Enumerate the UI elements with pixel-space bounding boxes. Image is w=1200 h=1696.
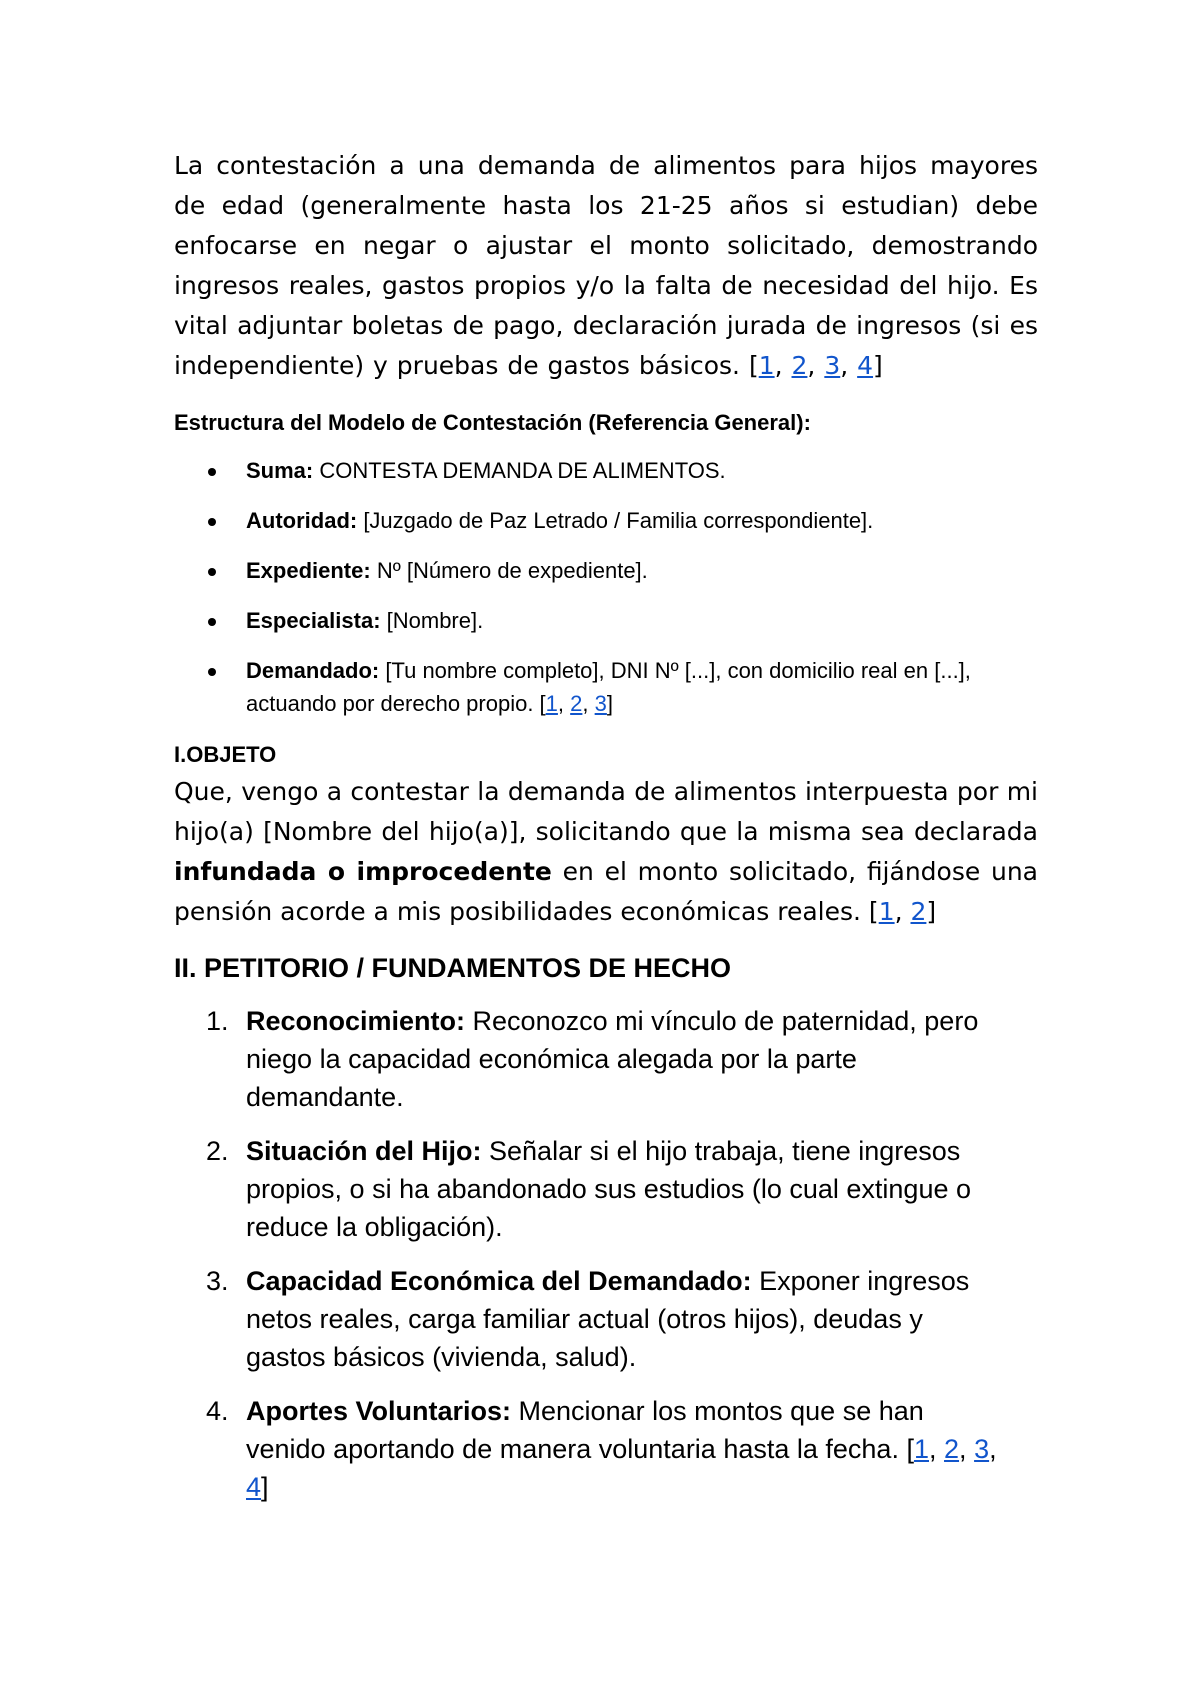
list-item xyxy=(174,504,1038,537)
objeto-heading: I.OBJETO xyxy=(174,742,277,767)
item-label: Reconocimiento: xyxy=(246,1006,466,1036)
bracket-open: [ xyxy=(748,351,759,380)
reference-link-4[interactable]: 4 xyxy=(246,1472,262,1502)
estructura-list xyxy=(174,454,1038,720)
item-label: Especialista: xyxy=(246,608,381,633)
reference-link-3[interactable]: 3 xyxy=(594,691,607,716)
bullet-icon xyxy=(208,568,216,576)
intro-text: La contestación a una demanda de alimentos para hijos mayores de edad (generalmente hasta los 21-25 años si estudian) debe enfocarse en negar o ajustar el monto solicitado, demostrando ingresos reales, gastos propios y/o la falta de necesidad del hijo. Es vital adjuntar boletas de pago, declaración jurada de ingresos (si es independiente) y pruebas de gastos básicos. xyxy=(174,151,1038,380)
separator: , xyxy=(582,691,595,716)
item-text: Mencionar los montos que se han venido aportando de manera voluntaria hasta la fecha. xyxy=(246,1396,924,1464)
reference-link-2[interactable]: 2 xyxy=(570,691,583,716)
reference-link-1[interactable]: 1 xyxy=(913,1434,929,1464)
bracket-close: ] xyxy=(873,351,883,380)
item-text: Reconozco mi vínculo de paternidad, pero niego la capacidad económica alegada por la parte demandante. xyxy=(246,1006,979,1112)
list-item xyxy=(174,454,1038,487)
objeto-text: en el monto solicitado, fijándose una pensión acorde a mis posibilidades económicas reales. xyxy=(174,857,1038,926)
reference-link-3[interactable]: 3 xyxy=(974,1434,990,1464)
item-label: Aportes Voluntarios: xyxy=(246,1396,512,1426)
item-label: Situación del Hijo: xyxy=(246,1136,482,1166)
bullet-icon xyxy=(208,468,216,476)
separator: , xyxy=(894,897,911,926)
objeto-bold-text: infundada o improcedente xyxy=(174,857,552,886)
list-item xyxy=(174,604,1038,637)
item-text: [Nombre]. xyxy=(380,608,484,633)
bracket-open: [ xyxy=(539,691,546,716)
bracket-close: ] xyxy=(261,1472,269,1502)
list-item xyxy=(174,1392,1038,1506)
item-label: Demandado: xyxy=(246,658,380,683)
bracket-close: ] xyxy=(926,897,937,926)
item-text: [Tu nombre completo], DNI Nº [...], con domicilio real en [...], actuando por derecho propio. xyxy=(246,658,971,716)
petitorio-list xyxy=(174,1002,1038,1506)
separator: , xyxy=(840,351,858,380)
item-text: CONTESTA DEMANDA DE ALIMENTOS. xyxy=(313,458,726,483)
separator: , xyxy=(774,351,792,380)
separator: , xyxy=(989,1434,997,1464)
item-number: 4. xyxy=(206,1396,229,1426)
reference-link-4[interactable]: 4 xyxy=(857,351,874,380)
item-label: Suma: xyxy=(246,458,314,483)
item-label: Capacidad Económica del Demandado: xyxy=(246,1266,752,1296)
reference-link-2[interactable]: 2 xyxy=(910,897,927,926)
separator: , xyxy=(807,351,825,380)
item-text: Nº [Número de expediente]. xyxy=(370,558,648,583)
bracket-open: [ xyxy=(868,897,879,926)
separator: , xyxy=(929,1434,945,1464)
bullet-icon xyxy=(208,618,216,626)
estructura-heading: Estructura del Modelo de Contestación (Referencia General): xyxy=(174,410,811,435)
item-number: 2. xyxy=(206,1136,229,1166)
item-label: Autoridad: xyxy=(246,508,358,533)
objeto-paragraph xyxy=(174,772,1038,932)
separator: , xyxy=(557,691,571,716)
item-label: Expediente: xyxy=(246,558,371,583)
reference-link-1[interactable]: 1 xyxy=(878,897,895,926)
item-number: 3. xyxy=(206,1266,229,1296)
bracket-open: [ xyxy=(906,1434,914,1464)
objeto-text: Que, vengo a contestar la demanda de alimentos interpuesta por mi hijo(a) [Nombre del hijo(a)], solicitando que la misma sea declarada xyxy=(174,777,1038,846)
list-item xyxy=(174,554,1038,587)
reference-link-1[interactable]: 1 xyxy=(545,691,558,716)
bullet-icon xyxy=(208,518,216,526)
list-item xyxy=(174,1262,1038,1376)
bracket-close: ] xyxy=(606,691,614,716)
reference-link-2[interactable]: 2 xyxy=(791,351,808,380)
item-number: 1. xyxy=(206,1006,229,1036)
list-item xyxy=(174,1132,1038,1246)
intro-paragraph xyxy=(174,146,1038,386)
item-text: Exponer ingresos netos reales, carga familiar actual (otros hijos), deudas y gastos básicos (vivienda, salud). xyxy=(246,1266,970,1372)
reference-link-2[interactable]: 2 xyxy=(944,1434,960,1464)
item-text: Señalar si el hijo trabaja, tiene ingresos propios, o si ha abandonado sus estudios (lo cual extingue o reduce la obligación). xyxy=(246,1136,971,1242)
reference-link-3[interactable]: 3 xyxy=(824,351,841,380)
separator: , xyxy=(959,1434,975,1464)
petitorio-heading: II. PETITORIO / FUNDAMENTOS DE HECHO xyxy=(174,953,732,983)
reference-link-1[interactable]: 1 xyxy=(758,351,775,380)
item-text: [Juzgado de Paz Letrado / Familia correspondiente]. xyxy=(357,508,874,533)
list-item xyxy=(174,654,1038,720)
list-item xyxy=(174,1002,1038,1116)
bullet-icon xyxy=(208,668,216,676)
